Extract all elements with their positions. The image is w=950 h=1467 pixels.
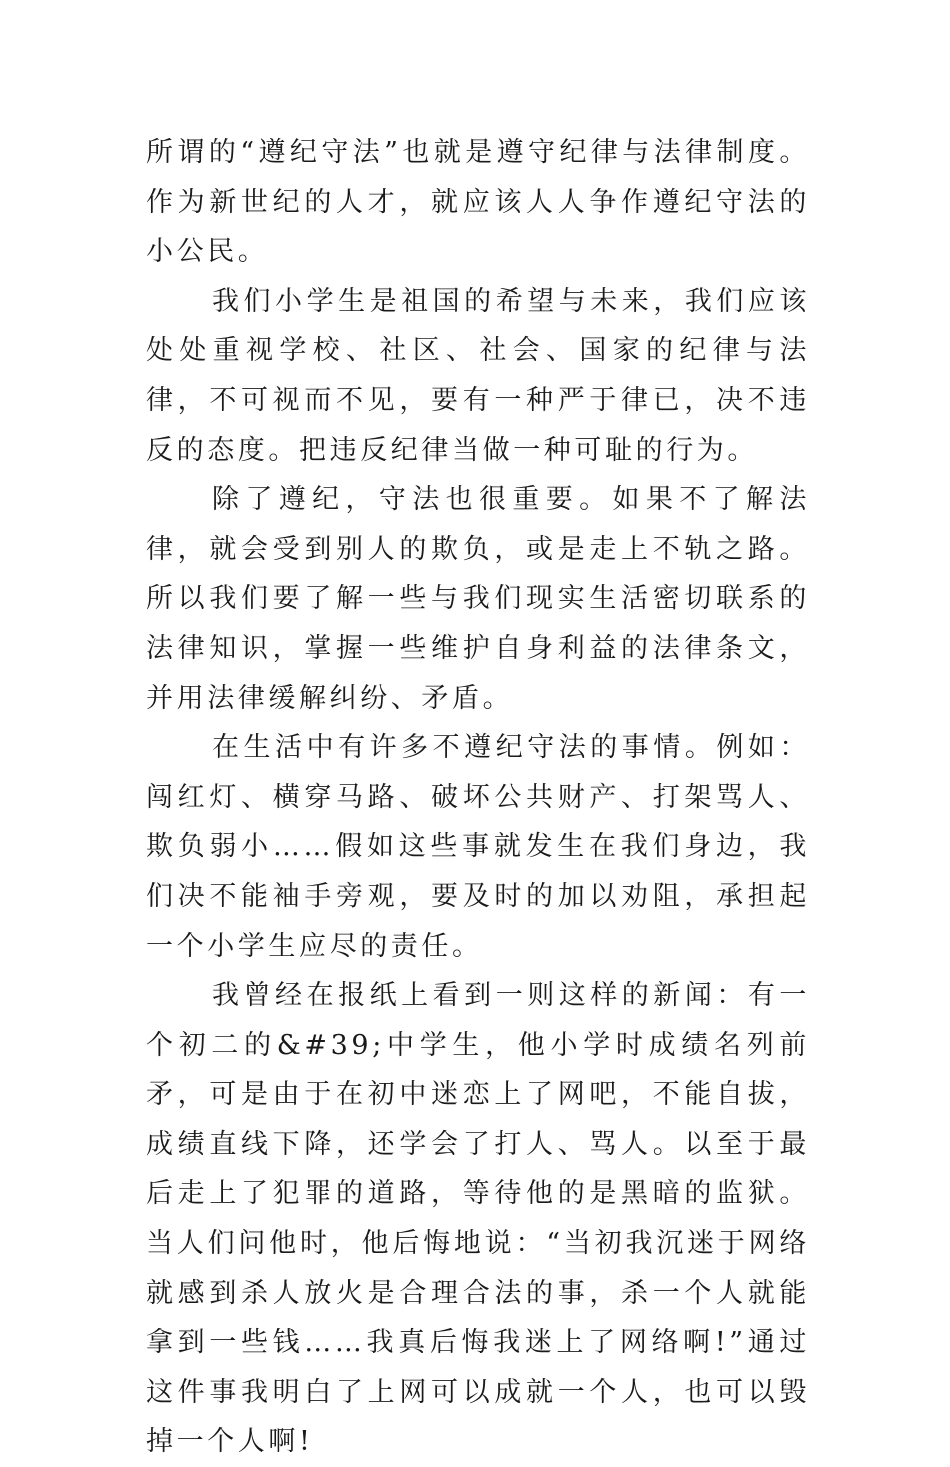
paragraph-2: 我们小学生是祖国的希望与未来，我们应该处处重视学校、社区、社会、国家的纪律与法律，不可视而不见，要有一种严于律已，决不违反的态度。把违反纪律当做一种可耻的行为。: [146, 285, 810, 466]
paragraph-1: 所谓的“遵纪守法”也就是遵守纪律与法律制度。作为新世纪的人才，就应该人人争作遵纪守法的小公民。: [146, 137, 810, 268]
document-body: [146, 128, 810, 1467]
paragraph-5: 我曾经在报纸上看到一则这样的新闻：有一个初二的&#39;中学生，他小学时成绩名列前矛，可是由于在初中迷恋上了网吧，不能自拔，成绩直线下降，还学会了打人、骂人。以至于最后走上了犯罪的道路，等待他的是黑暗的监狱。当人们问他时，他后悔地说：“当初我沉迷于网络就感到杀人放火是合理合法的事，杀一个人就能拿到一些钱……我真后悔我迷上了网络啊!”通过这件事我明白了上网可以成就一个人，也可以毁掉一个人啊!: [146, 980, 810, 1458]
paragraph-3: 除了遵纪，守法也很重要。如果不了解法律，就会受到别人的欺负，或是走上不轨之路。所以我们要了解一些与我们现实生活密切联系的法律知识，掌握一些维护自身利益的法律条文，并用法律缓解纠纷、矛盾。: [146, 484, 810, 714]
paragraph-4: 在生活中有许多不遵纪守法的事情。例如：闯红灯、横穿马路、破坏公共财产、打架骂人、欺负弱小……假如这些事就发生在我们身边，我们决不能袖手旁观，要及时的加以劝阻，承担起一个小学生应尽的责任。: [146, 732, 810, 962]
